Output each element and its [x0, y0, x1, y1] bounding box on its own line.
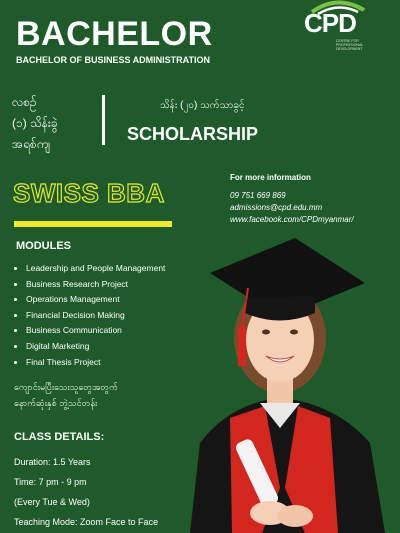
scholarship-myanmar: သိန်း (၂၀) သက်သာခွင့်	[160, 100, 245, 111]
class-time: Time: 7 pm - 9 pm	[14, 477, 87, 487]
teaching-mode: Teaching Mode: Zoom Face to Face	[14, 517, 159, 527]
list-item: • Final Thesis Project	[26, 355, 165, 371]
accent-bar	[14, 221, 172, 227]
note-line-2: နောက်ဆုံးနှစ် ဘွဲ့သင်တန်း	[14, 398, 98, 408]
scholarship-label: SCHOLARSHIP	[127, 124, 259, 144]
vertical-divider	[102, 95, 105, 145]
logo-text: CPD	[304, 8, 356, 38]
installment-info	[12, 92, 58, 155]
contact-heading: For more information	[230, 173, 311, 182]
installment-line-1: လစဉ်	[12, 95, 37, 109]
contact-block	[230, 190, 354, 226]
list-item: • Financial Decision Making	[26, 308, 165, 324]
note-line-1: ကျောင်းမပြီးသေးသူတွေအတွက်	[14, 382, 118, 392]
final-year-note	[14, 379, 118, 411]
list-item: • Leadership and People Management	[26, 261, 165, 277]
list-item: • Operations Management	[26, 292, 165, 308]
class-duration: Duration: 1.5 Years	[14, 457, 91, 467]
list-item: • Digital Marketing	[26, 339, 165, 355]
program-name: SWISS BBA	[13, 178, 165, 208]
contact-phone: 09 751 669 869	[230, 191, 286, 200]
list-item: • Business Communication	[26, 323, 165, 339]
contact-web: www.facebook.com/CPDmyanmar/	[230, 215, 354, 224]
installment-line-2: (၁) သိန်းခွဲ	[12, 116, 58, 130]
page-subtitle: BACHELOR OF BUSINESS ADMINISTRATION	[16, 55, 211, 65]
installment-line-3: အရစ်ကျ	[12, 137, 51, 151]
page-title: BACHELOR	[16, 15, 213, 53]
class-days: (Every Tue & Wed)	[14, 497, 90, 507]
list-item: • Business Research Project	[26, 277, 165, 293]
modules-list	[14, 261, 165, 370]
contact-email: admissions@cpd.edu.mm	[230, 203, 323, 212]
class-details-heading: CLASS DETAILS:	[14, 431, 105, 443]
graduate-photo-icon	[170, 228, 400, 533]
logo-tagline: CENTRE FOR PROFESSIONAL DEVELOPMENT	[336, 39, 364, 51]
modules-heading: MODULES	[16, 240, 71, 252]
